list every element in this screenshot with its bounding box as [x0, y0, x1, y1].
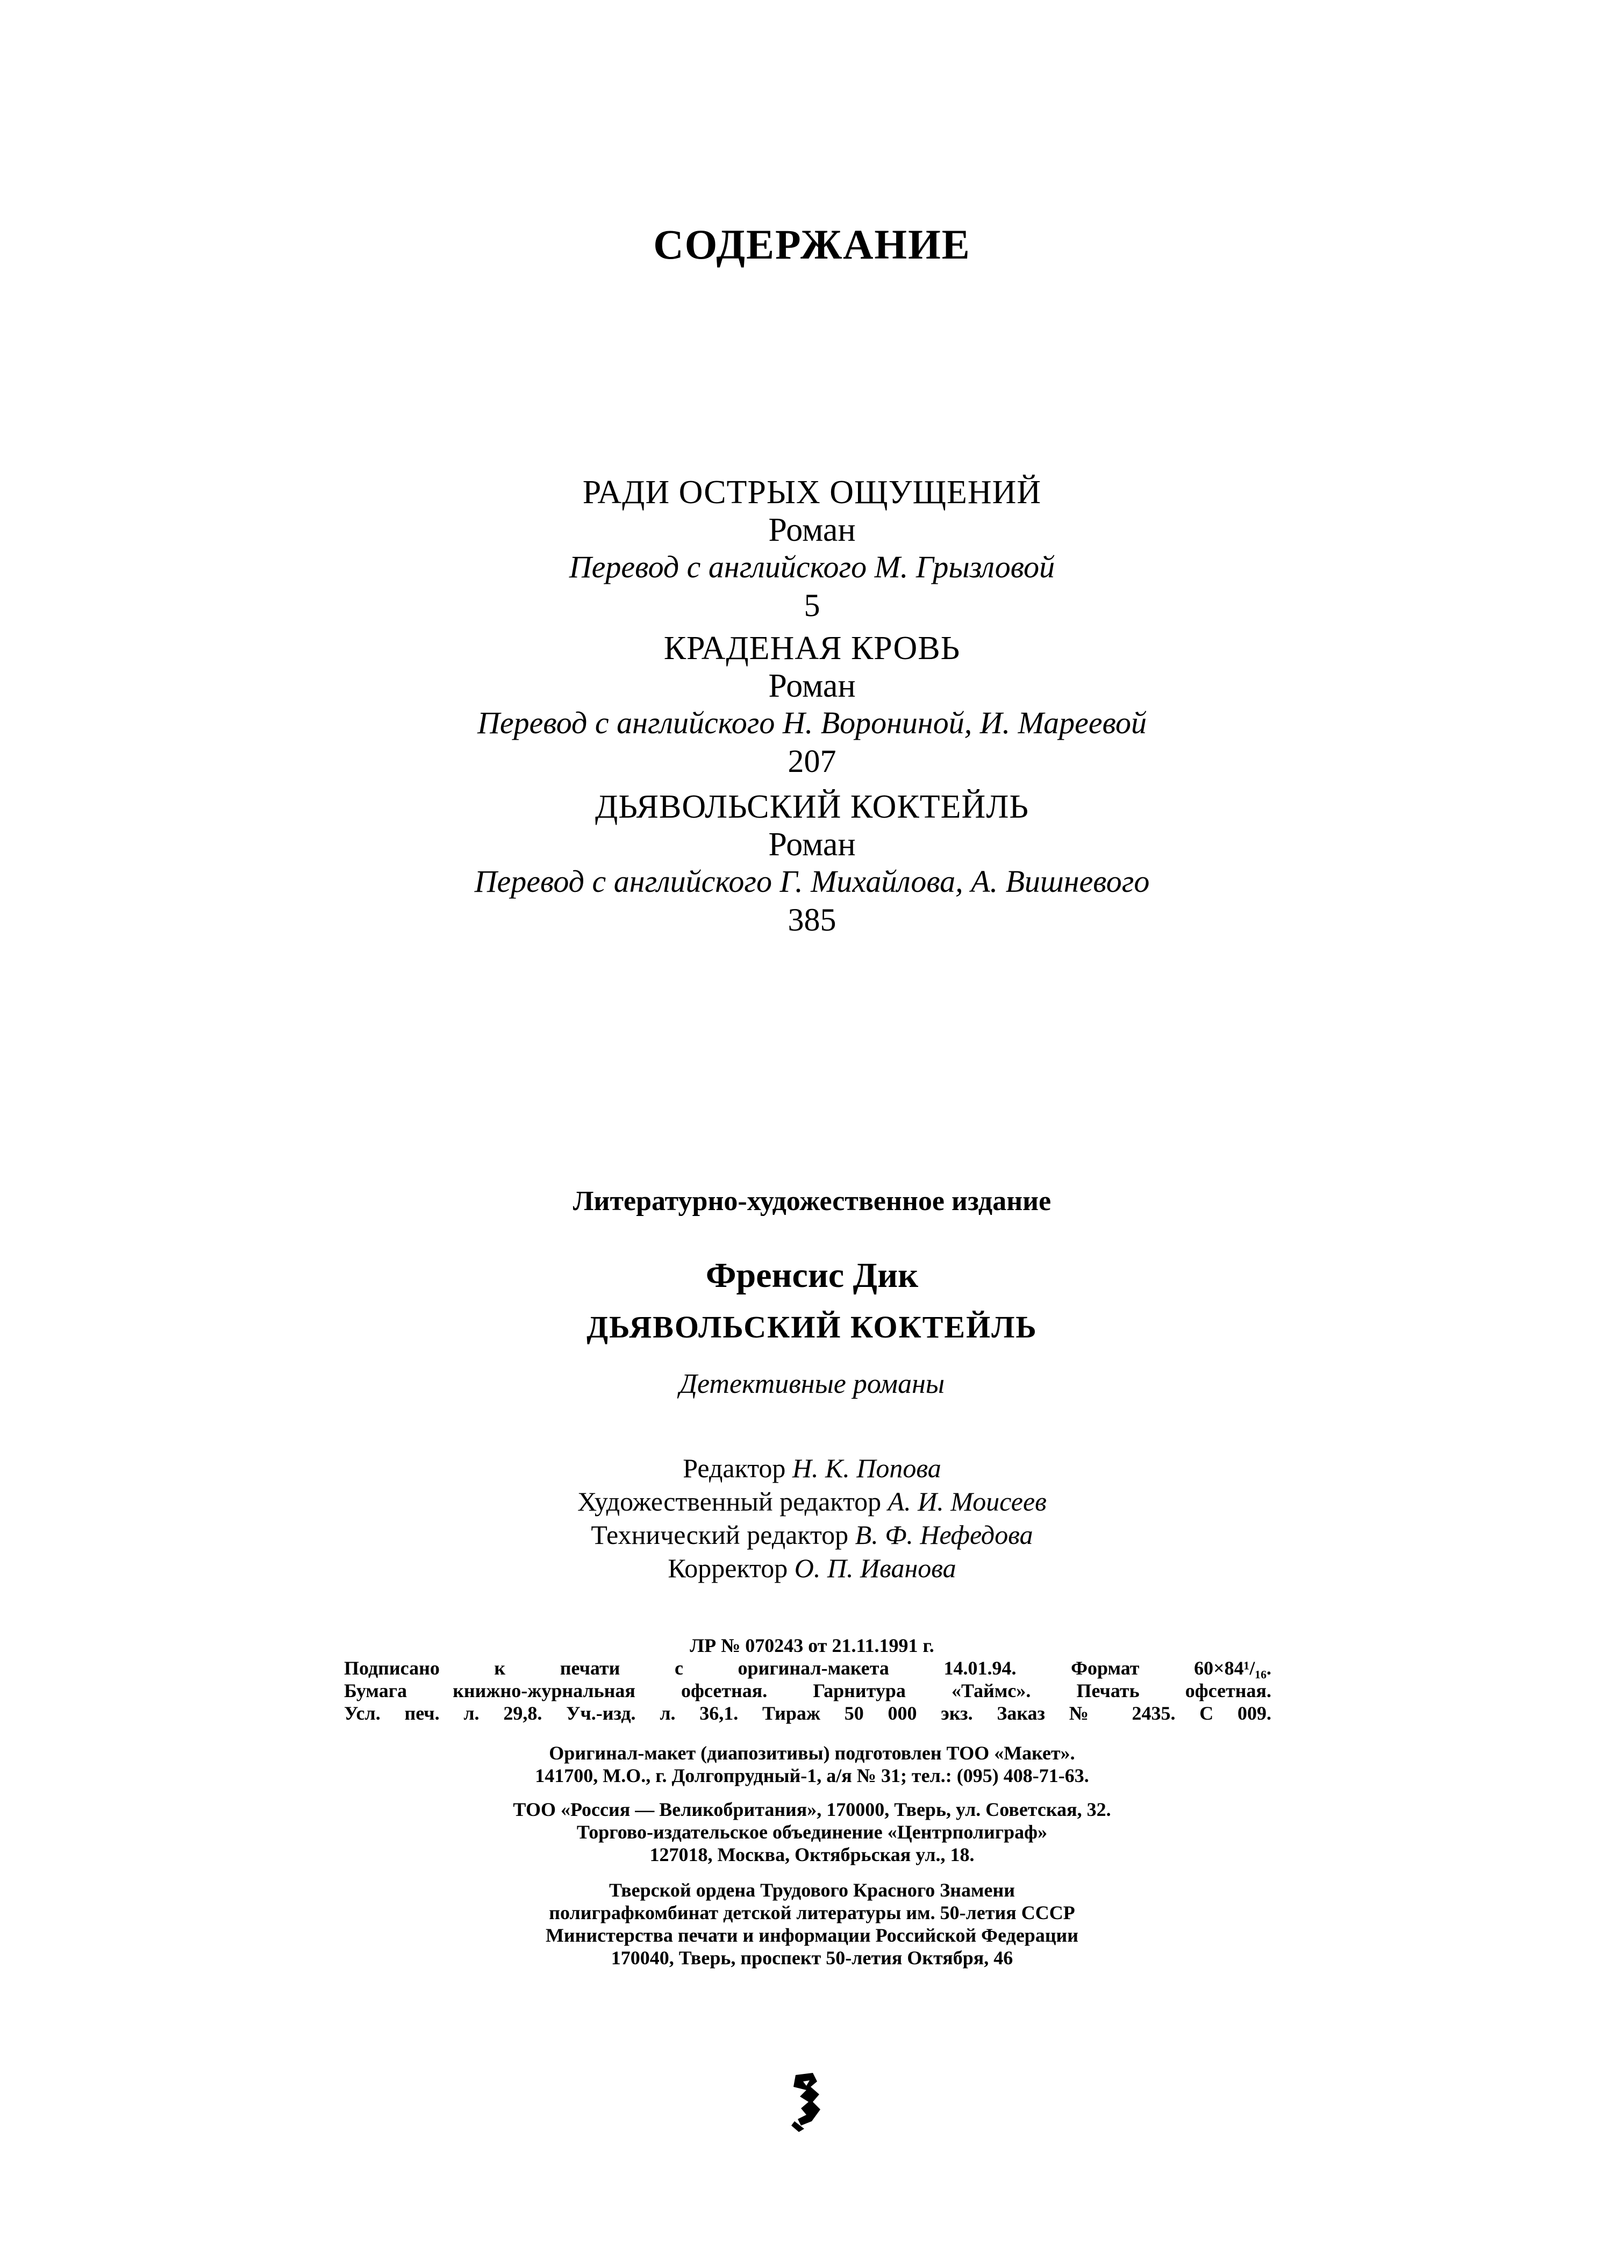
- staff-name: Н. К. Попова: [792, 1453, 941, 1483]
- staff-line: [0, 1518, 1624, 1551]
- toc-entry-genre: Роман: [768, 826, 856, 863]
- license-line: [0, 1634, 1624, 1657]
- book-genre: Детективные романы: [679, 1369, 945, 1399]
- toc-entry: [0, 473, 1624, 625]
- staff-credits: [0, 1451, 1624, 1585]
- toc-entry: [0, 629, 1624, 781]
- toc-entry: [0, 788, 1624, 939]
- print-details-line: Подписано к печати с оригинал-макета 14.01.94. Формат 60×84¹/₁₆.: [344, 1657, 1271, 1679]
- staff-line: [0, 1485, 1624, 1518]
- printer-line: Тверской ордена Трудового Красного Знамени: [609, 1879, 1015, 1901]
- toc-entry-translation: Перевод с английского Н. Ворониной, И. Мареевой: [477, 705, 1147, 740]
- layout-credits-line: Оригинал-макет (диапозитивы) подготовлен ТОО «Макет».: [549, 1742, 1075, 1764]
- printer-line: Министерства печати и информации Российской Федерации: [545, 1924, 1079, 1946]
- toc-entry-page: 5: [804, 588, 820, 623]
- staff-role: Редактор: [683, 1453, 786, 1483]
- staff-name: В. Ф. Нефедова: [855, 1520, 1033, 1550]
- layout-credits-line: 141700, М.О., г. Долгопрудный-1, а/я № 31; тел.: (095) 408-71-63.: [535, 1765, 1089, 1786]
- toc-entry-title: РАДИ ОСТРЫХ ОЩУЩЕНИЙ: [582, 474, 1042, 511]
- print-details-line: Бумага книжно-журнальная офсетная. Гарнитура «Таймс». Печать офсетная.: [344, 1680, 1271, 1701]
- staff-role: Технический редактор: [591, 1520, 849, 1550]
- publishers-line: 127018, Москва, Октябрьская ул., 18.: [649, 1844, 975, 1865]
- toc-entry-title: КРАДЕНАЯ КРОВЬ: [663, 630, 961, 667]
- printer-line: 170040, Тверь, проспект 50-летия Октября, 46: [611, 1947, 1013, 1969]
- license-text: ЛР № 070243 от 21.11.1991 г.: [690, 1635, 934, 1656]
- printer-logo-icon: [779, 2070, 833, 2134]
- printer-info: [0, 1879, 1624, 1969]
- publishers-line: ТОО «Россия — Великобритания», 170000, Тверь, ул. Советская, 32.: [513, 1799, 1111, 1820]
- staff-line: [0, 1551, 1624, 1585]
- staff-role: Корректор: [668, 1553, 788, 1583]
- toc-entry-genre: Роман: [768, 512, 856, 548]
- staff-name: О. П. Иванова: [794, 1553, 956, 1583]
- publication-type: Литературно-художественное издание: [573, 1186, 1051, 1217]
- author-name: Френсис Дик: [705, 1256, 919, 1295]
- staff-name: А. И. Моисеев: [888, 1486, 1047, 1516]
- staff-line: [0, 1451, 1624, 1485]
- print-details: [344, 1657, 1271, 1725]
- layout-credits: [0, 1742, 1624, 1787]
- toc-entry-title: ДЬЯВОЛЬСКИЙ КОКТЕЙЛЬ: [595, 789, 1029, 825]
- toc-entry-translation: Перевод с английского М. Грызловой: [569, 549, 1055, 584]
- toc-entry-page: 385: [788, 902, 836, 938]
- contents-title: СОДЕРЖАНИЕ: [653, 221, 971, 268]
- publishers-line: Торгово-издательское объединение «Центрполиграф»: [576, 1821, 1048, 1843]
- toc-entry-page: 207: [788, 743, 836, 779]
- staff-role: Художественный редактор: [577, 1486, 882, 1516]
- printer-line: полиграфкомбинат детской литературы им. 50-летия СССР: [549, 1902, 1075, 1923]
- book-title: ДЬЯВОЛЬСКИЙ КОКТЕЙЛЬ: [586, 1310, 1038, 1344]
- print-details-line: Усл. печ. л. 29,8. Уч.-изд. л. 36,1. Тираж 50 000 экз. Заказ № 2435. С 009.: [344, 1702, 1271, 1724]
- publishers: [0, 1798, 1624, 1866]
- toc-entry-genre: Роман: [768, 668, 856, 704]
- toc-entry-translation: Перевод с английского Г. Михайлова, А. Вишневого: [474, 864, 1150, 899]
